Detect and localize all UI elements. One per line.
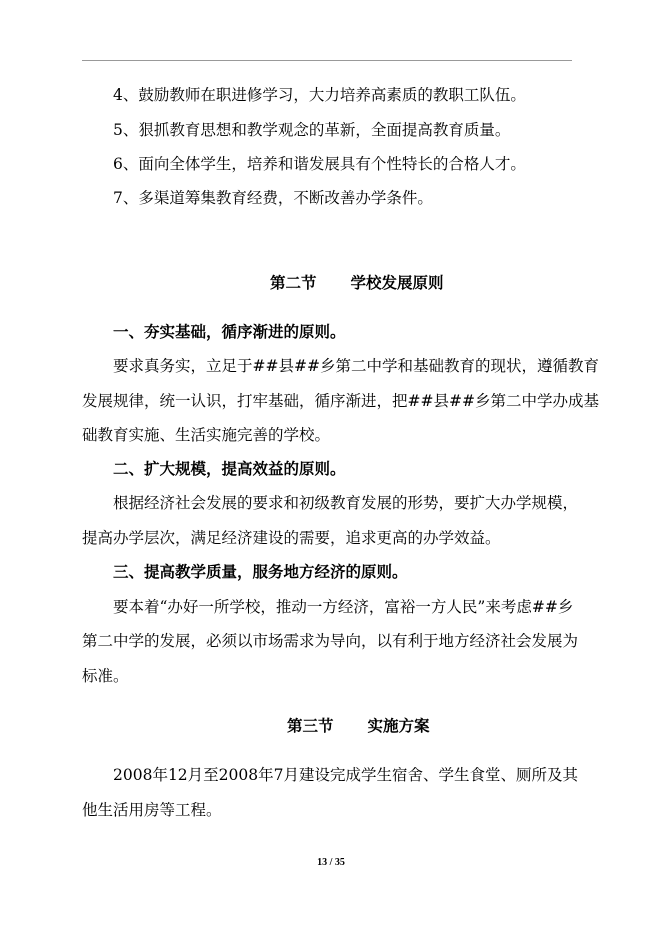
header-rule <box>82 60 572 61</box>
principle-1-line-2: 发展规律，统一认识，打牢基础，循序渐进，把##县##乡第二中学办成基 <box>82 392 599 410</box>
section-2-title: 学校发展原则 <box>350 273 444 292</box>
list-item-6: 6、面向全体学生，培养和谐发展具有个性特长的合格人才。 <box>113 155 526 173</box>
section-3-heading <box>287 716 430 736</box>
principle-3-line-3: 标准。 <box>82 667 129 685</box>
section-3-line-1: 2008年12月至2008年7月建设完成学生宿舍、学生食堂、厕所及其 <box>113 766 578 784</box>
section-3-title: 实施方案 <box>367 716 430 735</box>
list-item-5: 5、狠抓教育思想和教学观念的革新，全面提高教育质量。 <box>113 121 511 139</box>
principle-1-line-3: 础教育实施、生活实施完善的学校。 <box>82 426 331 444</box>
principle-2-line-2: 提高办学层次，满足经济建设的需要，追求更高的办学效益。 <box>82 529 501 547</box>
principle-3-line-1: 要本着“办好一所学校，推动一方经济，富裕一方人民”来考虑##乡 <box>113 598 574 616</box>
section-2-heading <box>270 273 444 293</box>
section-3-number: 第三节 <box>287 716 334 735</box>
page-number: 13 / 35 <box>317 857 345 868</box>
section-3-line-2: 他生活用房等工程。 <box>82 801 222 819</box>
principle-1-line-1: 要求真务实，立足于##县##乡第二中学和基础教育的现状，遵循教育 <box>113 357 599 375</box>
list-item-4: 4、鼓励教师在职进修学习，大力培养高素质的教职工队伍。 <box>113 86 526 104</box>
principle-1-heading: 一、夯实基础，循序渐进的原则。 <box>113 322 346 341</box>
principle-3-line-2: 第二中学的发展，必须以市场需求为导向，以有利于地方经济社会发展为 <box>82 632 579 650</box>
principle-3-heading: 三、提高教学质量，服务地方经济的原则。 <box>113 562 408 581</box>
list-item-7: 7、多渠道筹集教育经费，不断改善办学条件。 <box>113 189 433 207</box>
section-2-number: 第二节 <box>270 273 317 292</box>
principle-2-line-1: 根据经济社会发展的要求和初级教育发展的形势，要扩大办学规模， <box>113 494 579 512</box>
principle-2-heading: 二、扩大规模，提高效益的原则。 <box>113 459 346 478</box>
